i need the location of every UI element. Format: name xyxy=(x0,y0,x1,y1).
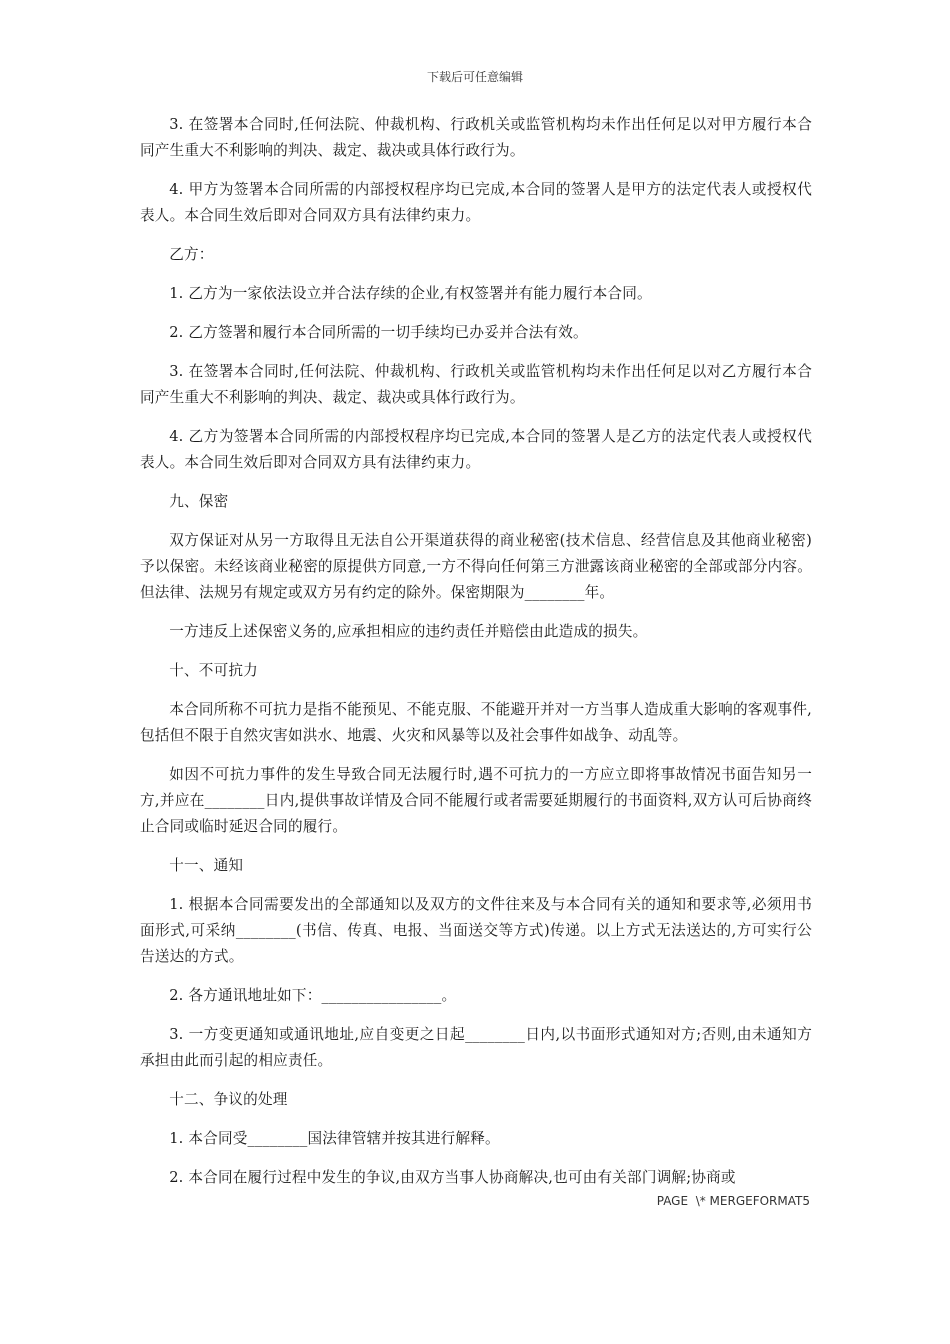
paragraph-dispute-2: 2. 本合同在履行过程中发生的争议,由双方当事人协商解决,也可由有关部门调解;协商或 xyxy=(169,1169,736,1186)
section-heading-force-majeure: 十、不可抗力 xyxy=(169,662,258,679)
paragraph-party-a-clause-3: 3. 在签署本合同时,任何法院、仲裁机构、行政机关或监管机构均未作出任何足以对甲方履行本合同产生重大不利影响的判决、裁定、裁决或具体行政行为。 xyxy=(140,116,812,159)
paragraph-confidentiality-1: 双方保证对从另一方取得且无法自公开渠道获得的商业秘密(技术信息、经营信息及其他商业秘密)予以保密。未经该商业秘密的原提供方同意,一方不得向任何第三方泄露该商业秘密的全部或部分内容。但法律、法规另有规定或双方另有约定的除外。保密期限为________年。 xyxy=(140,532,812,601)
paragraph-notice-1: 1. 根据本合同需要发出的全部通知以及双方的文件往来及与本合同有关的通知和要求等,必须用书面形式,可采纳________(书信、传真、电报、当面送交等方式)传递。以上方式无法送达的,方可实行公告送达的方式。 xyxy=(140,896,812,965)
paragraph-party-b-clause-4: 4. 乙方为签署本合同所需的内部授权程序均已完成,本合同的签署人是乙方的法定代表人或授权代表人。本合同生效后即对合同双方具有法律约束力。 xyxy=(140,428,812,471)
paragraph-party-b-clause-3: 3. 在签署本合同时,任何法院、仲裁机构、行政机关或监管机构均未作出任何足以对乙方履行本合同产生重大不利影响的判决、裁定、裁决或具体行政行为。 xyxy=(140,363,812,406)
paragraph-party-b-clause-1: 1. 乙方为一家依法设立并合法存续的企业,有权签署并有能力履行本合同。 xyxy=(169,285,652,302)
paragraph-notice-2: 2. 各方通讯地址如下：________________。 xyxy=(169,987,457,1004)
paragraph-notice-3: 3. 一方变更通知或通讯地址,应自变更之日起________日内,以书面形式通知对方;否则,由未通知方承担由此而引起的相应责任。 xyxy=(140,1026,812,1069)
paragraph-force-majeure-2: 如因不可抗力事件的发生导致合同无法履行时,遇不可抗力的一方应立即将事故情况书面告知另一方,并应在________日内,提供事故详情及合同不能履行或者需要延期履行的书面资料,双方认可后协商终止合同或临时延迟合同的履行。 xyxy=(140,766,812,835)
paragraph-dispute-1: 1. 本合同受________国法律管辖并按其进行解释。 xyxy=(169,1130,500,1147)
page-footer: PAGE \* MERGEFORMAT5 xyxy=(656,1194,810,1208)
section-heading-confidentiality: 九、保密 xyxy=(169,493,229,510)
section-heading-notice: 十一、通知 xyxy=(169,857,244,874)
document-body xyxy=(140,112,812,1204)
heading-party-b: 乙方： xyxy=(169,246,214,263)
paragraph-confidentiality-2: 一方违反上述保密义务的,应承担相应的违约责任并赔偿由此造成的损失。 xyxy=(169,623,648,640)
page-header: 下载后可任意编辑 xyxy=(426,70,523,84)
paragraph-party-a-clause-4: 4. 甲方为签署本合同所需的内部授权程序均已完成,本合同的签署人是甲方的法定代表人或授权代表人。本合同生效后即对合同双方具有法律约束力。 xyxy=(140,181,812,224)
paragraph-force-majeure-1: 本合同所称不可抗力是指不能预见、不能克服、不能避开并对一方当事人造成重大影响的客观事件,包括但不限于自然灾害如洪水、地震、火灾和风暴等以及社会事件如战争、动乱等。 xyxy=(140,701,812,744)
paragraph-party-b-clause-2: 2. 乙方签署和履行本合同所需的一切手续均已办妥并合法有效。 xyxy=(169,324,588,341)
section-heading-dispute: 十二、争议的处理 xyxy=(169,1091,288,1108)
